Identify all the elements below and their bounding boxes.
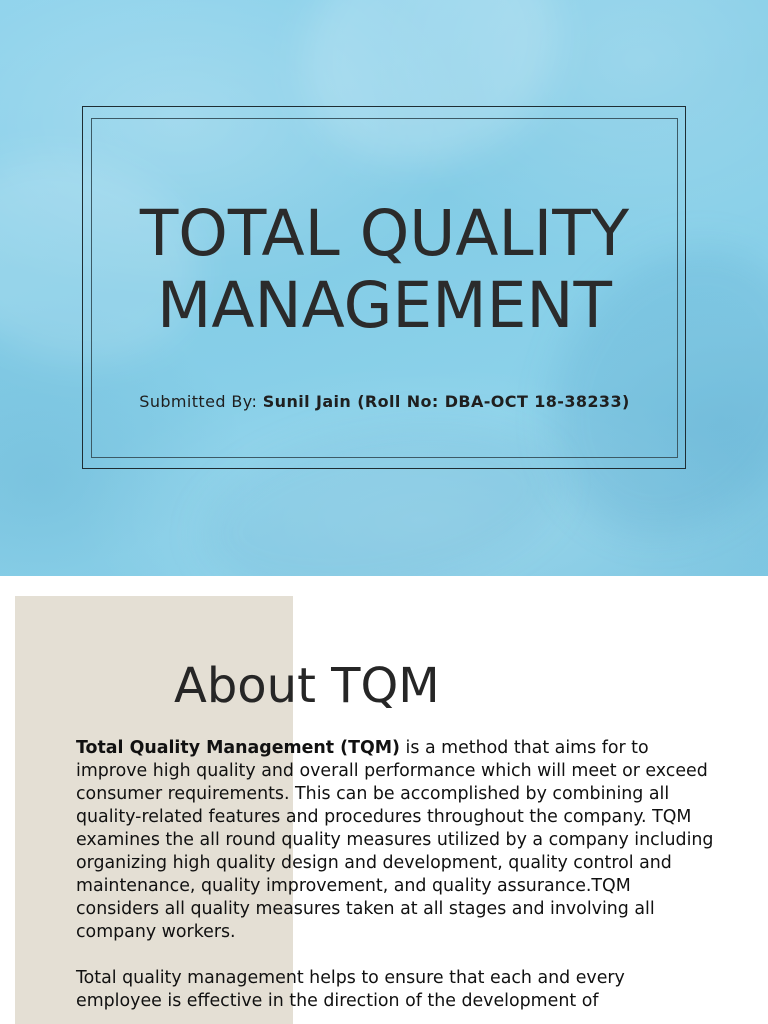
about-slide	[0, 576, 768, 1024]
about-heading: About TQM	[174, 658, 440, 714]
submitted-by	[91, 392, 678, 411]
submitted-by-label: Submitted By:	[139, 392, 263, 411]
slide-title-line-2: MANAGEMENT	[157, 269, 612, 342]
about-paragraph-1-lead: Total Quality Management (TQM)	[76, 738, 401, 758]
about-paragraph-1-text: is a method that aims for to improve high quality and overall performance which will meet or exceed consumer requirements. This can be accomplished by combining all quality-related features and procedures throughout the company. TQM examines the all round quality measures utilized by a company including organizing high quality design and development, quality control and maintenance, quality improvement, and quality assurance.TQM considers all quality measures taken at all stages and involving all company workers.	[76, 738, 714, 942]
about-body	[76, 737, 716, 1024]
about-paragraph-1	[76, 737, 716, 944]
submitted-by-name: Sunil Jain (Roll No: DBA-OCT 18-38233)	[262, 392, 630, 411]
about-paragraph-2: Total quality management helps to ensure that each and every employee is effective in the direction of the development of	[76, 968, 625, 1011]
slide-title	[91, 198, 678, 342]
slide-title-line-1: TOTAL QUALITY	[139, 197, 630, 270]
